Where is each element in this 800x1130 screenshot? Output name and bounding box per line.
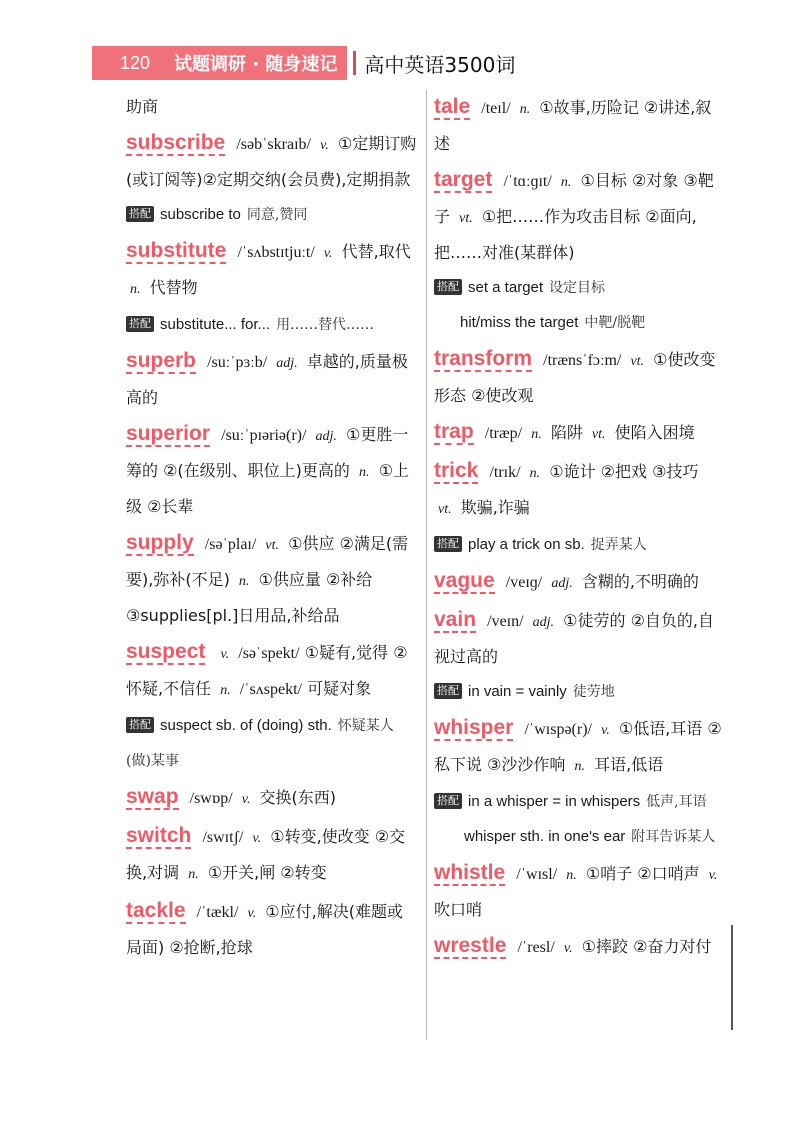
header-separator	[353, 51, 356, 75]
entry-trick	[434, 454, 724, 562]
part-of-speech: n.	[529, 466, 541, 481]
part-of-speech-2: v.	[708, 868, 718, 883]
part-of-speech-2: vt.	[459, 211, 473, 226]
headword: vain	[434, 608, 477, 631]
collocation	[434, 674, 724, 709]
entry-superior	[126, 417, 418, 524]
entry-whistle	[434, 856, 724, 927]
right-column	[434, 90, 724, 968]
part-of-speech: adj.	[276, 356, 298, 371]
entry-swap	[126, 780, 418, 817]
collocation-badge: 搭配	[434, 683, 462, 699]
collocation-meaning: 同意,赞同	[246, 207, 308, 223]
collocation	[126, 708, 418, 778]
collocation-badge: 搭配	[126, 717, 154, 733]
part-of-speech: v.	[252, 831, 262, 846]
headword: substitute	[126, 239, 227, 262]
collocation-phrase: whisper sth. in one's ear	[464, 828, 626, 845]
collocation-meaning: 用……替代……	[276, 317, 375, 333]
definition-2: 可疑对象	[307, 679, 372, 698]
entry-carryover	[126, 90, 418, 124]
definition: ①哨子 ②口哨声	[585, 864, 700, 883]
definition-2: 使陷入困境	[614, 423, 695, 442]
header-band	[92, 46, 347, 80]
collocation-meaning: 捉弄某人	[590, 537, 647, 553]
headword: supply	[126, 531, 194, 554]
definition: ①应付,解决(难题或局面) ②抢断,抢球	[126, 902, 403, 957]
phonetic: /ˈresl/	[517, 939, 555, 956]
definition-2: 欺骗,诈骗	[460, 498, 530, 517]
phonetic-2: /ˈsʌspekt/	[239, 681, 302, 698]
definition-2: 吹口哨	[434, 900, 483, 919]
margin-mark	[731, 925, 733, 1030]
headword: transform	[434, 347, 533, 370]
part-of-speech: n.	[560, 175, 572, 190]
part-of-speech: n.	[566, 868, 577, 883]
part-of-speech-2: n.	[188, 867, 199, 882]
part-of-speech: vt.	[265, 538, 280, 553]
definition: ①供应 ②满足(需要),弥补(不足)	[126, 534, 409, 589]
page-number: 120	[120, 52, 151, 73]
definition: ①定期订购(或订阅等)②定期交纳(会员费),定期捐款	[126, 134, 417, 189]
entry-transform	[434, 342, 724, 413]
phonetic: /ˈtækl/	[196, 904, 239, 921]
phonetic: /ˈwɪspə(r)/	[524, 721, 592, 738]
part-of-speech-2: n.	[238, 574, 250, 589]
definition: 卓越的,质量极高的	[126, 352, 408, 407]
phonetic: /ˈsʌbstɪtjuːt/	[237, 244, 315, 261]
headword: wrestle	[434, 934, 507, 957]
definition: ①更胜一筹的 ②(在级别、职位上)更高的	[126, 425, 409, 480]
entry-subscribe	[126, 126, 418, 232]
phonetic: /swɒp/	[189, 790, 233, 807]
entry-trap	[434, 415, 724, 452]
headword: trick	[434, 459, 479, 482]
part-of-speech: adj.	[315, 429, 337, 444]
part-of-speech: v.	[323, 246, 333, 261]
part-of-speech: n.	[531, 427, 542, 442]
collocation-phrase: in a whisper = in whispers	[468, 793, 641, 810]
entry-switch	[126, 819, 418, 892]
collocation-phrase: play a trick on sb.	[468, 536, 585, 553]
collocation-phrase: substitute... for...	[160, 316, 271, 333]
definition: ①诡计 ②把戏 ③技巧	[549, 462, 699, 481]
definition: 交换(东西)	[259, 788, 337, 807]
definition: ①故事,历险记 ②讲述,叙述	[434, 98, 712, 153]
definition-2: 耳语,低语	[594, 755, 664, 774]
phonetic: /suːˈpɪəriə(r)/	[221, 427, 307, 444]
part-of-speech: v.	[563, 941, 573, 956]
collocation-phrase: suspect sb. of (doing) sth.	[160, 717, 332, 734]
definition: ①目标 ②对象 ③靶子	[434, 171, 714, 226]
phonetic: /træp/	[484, 425, 523, 442]
definition: 陷阱	[550, 423, 583, 442]
phonetic: /veɪɡ/	[505, 574, 543, 591]
headword: whisper	[434, 716, 514, 739]
part-of-speech-2: n.	[220, 683, 231, 698]
part-of-speech: v.	[241, 792, 251, 807]
part-of-speech: vt.	[630, 354, 645, 369]
entry-tackle	[126, 894, 418, 965]
headword: trap	[434, 420, 474, 443]
definition-2: 代替物	[149, 278, 198, 297]
column-divider	[426, 90, 427, 1040]
part-of-speech-2: n.	[574, 759, 586, 774]
collocation	[434, 784, 724, 819]
part-of-speech-2: vt.	[438, 502, 452, 517]
phonetic: /suːˈpɜːb/	[207, 354, 268, 371]
entry-substitute	[126, 234, 418, 342]
definition-2: ①开关,闸 ②转变	[207, 863, 327, 882]
collocation-badge: 搭配	[126, 316, 154, 332]
headword: vague	[434, 569, 495, 592]
phonetic: /səˈplaɪ/	[204, 536, 257, 553]
definition: ①转变,使改变 ②交换,对调	[126, 827, 406, 882]
headword: suspect	[126, 640, 206, 663]
part-of-speech-2: vt.	[591, 427, 606, 442]
part-of-speech: n.	[519, 102, 531, 117]
part-of-speech: v.	[247, 906, 257, 921]
collocation-badge: 搭配	[434, 279, 462, 295]
part-of-speech: v.	[220, 647, 230, 662]
phonetic: /swɪtʃ/	[202, 829, 244, 846]
collocation	[434, 527, 724, 562]
phonetic: /səˈspekt/	[238, 645, 300, 662]
collocation-2	[434, 819, 724, 854]
collocation-meaning: 设定目标	[549, 280, 606, 296]
collocation-badge: 搭配	[434, 536, 462, 552]
entry-vague	[434, 564, 724, 601]
collocation-meaning: 低声,耳语	[646, 794, 707, 810]
collocation-phrase: hit/miss the target	[460, 314, 579, 331]
definition-2: ①供应量 ②补给 ③supplies[pl.]日用品,补给品	[126, 570, 373, 625]
phonetic: /ˈwɪsl/	[516, 866, 558, 883]
definition: ①低语,耳语 ②私下说 ③沙沙作响	[434, 719, 722, 774]
headword: switch	[126, 824, 192, 847]
collocation-badge: 搭配	[434, 793, 462, 809]
definition: ①徒劳的 ②自负的,自视过高的	[434, 611, 715, 666]
carryover-text: 助商	[126, 97, 159, 116]
collocation-meaning: 怀疑某人(做)某事	[126, 718, 394, 769]
collocation	[126, 197, 418, 232]
collocation-2	[434, 305, 724, 340]
phonetic: /ˈtɑːɡɪt/	[503, 173, 552, 190]
headword: swap	[126, 785, 179, 808]
series-name: 试题调研 · 随身速记	[174, 54, 338, 75]
collocation-meaning: 中靶/脱靶	[584, 315, 646, 331]
collocation-phrase: subscribe to	[160, 206, 241, 223]
definition-2: ①把……作为攻击目标 ②面向,把……对准(某群体)	[434, 207, 697, 262]
entry-suspect	[126, 635, 418, 778]
left-column	[126, 90, 418, 967]
headword: superior	[126, 422, 211, 445]
definition: ①疑有,觉得 ②怀疑,不信任	[126, 643, 408, 698]
headword: tale	[434, 95, 471, 118]
definition: ①摔跤 ②奋力对付	[581, 937, 712, 956]
entry-whisper	[434, 711, 724, 854]
definition-2: ①上级 ②长辈	[126, 461, 409, 516]
collocation-badge: 搭配	[126, 206, 154, 222]
part-of-speech: adj.	[551, 576, 573, 591]
collocation-phrase: in vain = vainly	[468, 683, 567, 700]
definition: ①使改变形态 ②使改观	[434, 350, 716, 405]
entry-wrestle	[434, 929, 724, 966]
headword: superb	[126, 349, 197, 372]
collocation	[434, 270, 724, 305]
definition: 代替,取代	[341, 242, 411, 261]
entry-supply	[126, 526, 418, 633]
phonetic: /teɪl/	[481, 100, 511, 117]
book-title: 高中英语3500词	[364, 52, 516, 77]
part-of-speech: adj.	[532, 615, 555, 630]
entry-superb	[126, 344, 418, 415]
part-of-speech: v.	[320, 138, 329, 153]
entry-tale	[434, 90, 724, 161]
collocation-meaning: 附耳告诉某人	[631, 829, 716, 845]
entry-target	[434, 163, 724, 340]
definition: 含糊的,不明确的	[581, 572, 699, 591]
phonetic: /səbˈskraɪb/	[236, 136, 311, 153]
part-of-speech: v.	[601, 723, 610, 738]
part-of-speech-2: n.	[130, 282, 141, 297]
entry-vain	[434, 603, 724, 709]
collocation-phrase: set a target	[468, 279, 544, 296]
headword: subscribe	[126, 131, 226, 154]
headword: tackle	[126, 899, 186, 922]
collocation	[126, 307, 418, 342]
phonetic: /trænsˈfɔːm/	[543, 352, 622, 369]
collocation-meaning: 徒劳地	[572, 684, 615, 700]
page-header	[92, 46, 515, 80]
phonetic: /veɪn/	[487, 613, 524, 630]
headword: target	[434, 168, 493, 191]
part-of-speech-2: n.	[359, 465, 370, 480]
headword: whistle	[434, 861, 506, 884]
phonetic: /trɪk/	[489, 464, 521, 481]
